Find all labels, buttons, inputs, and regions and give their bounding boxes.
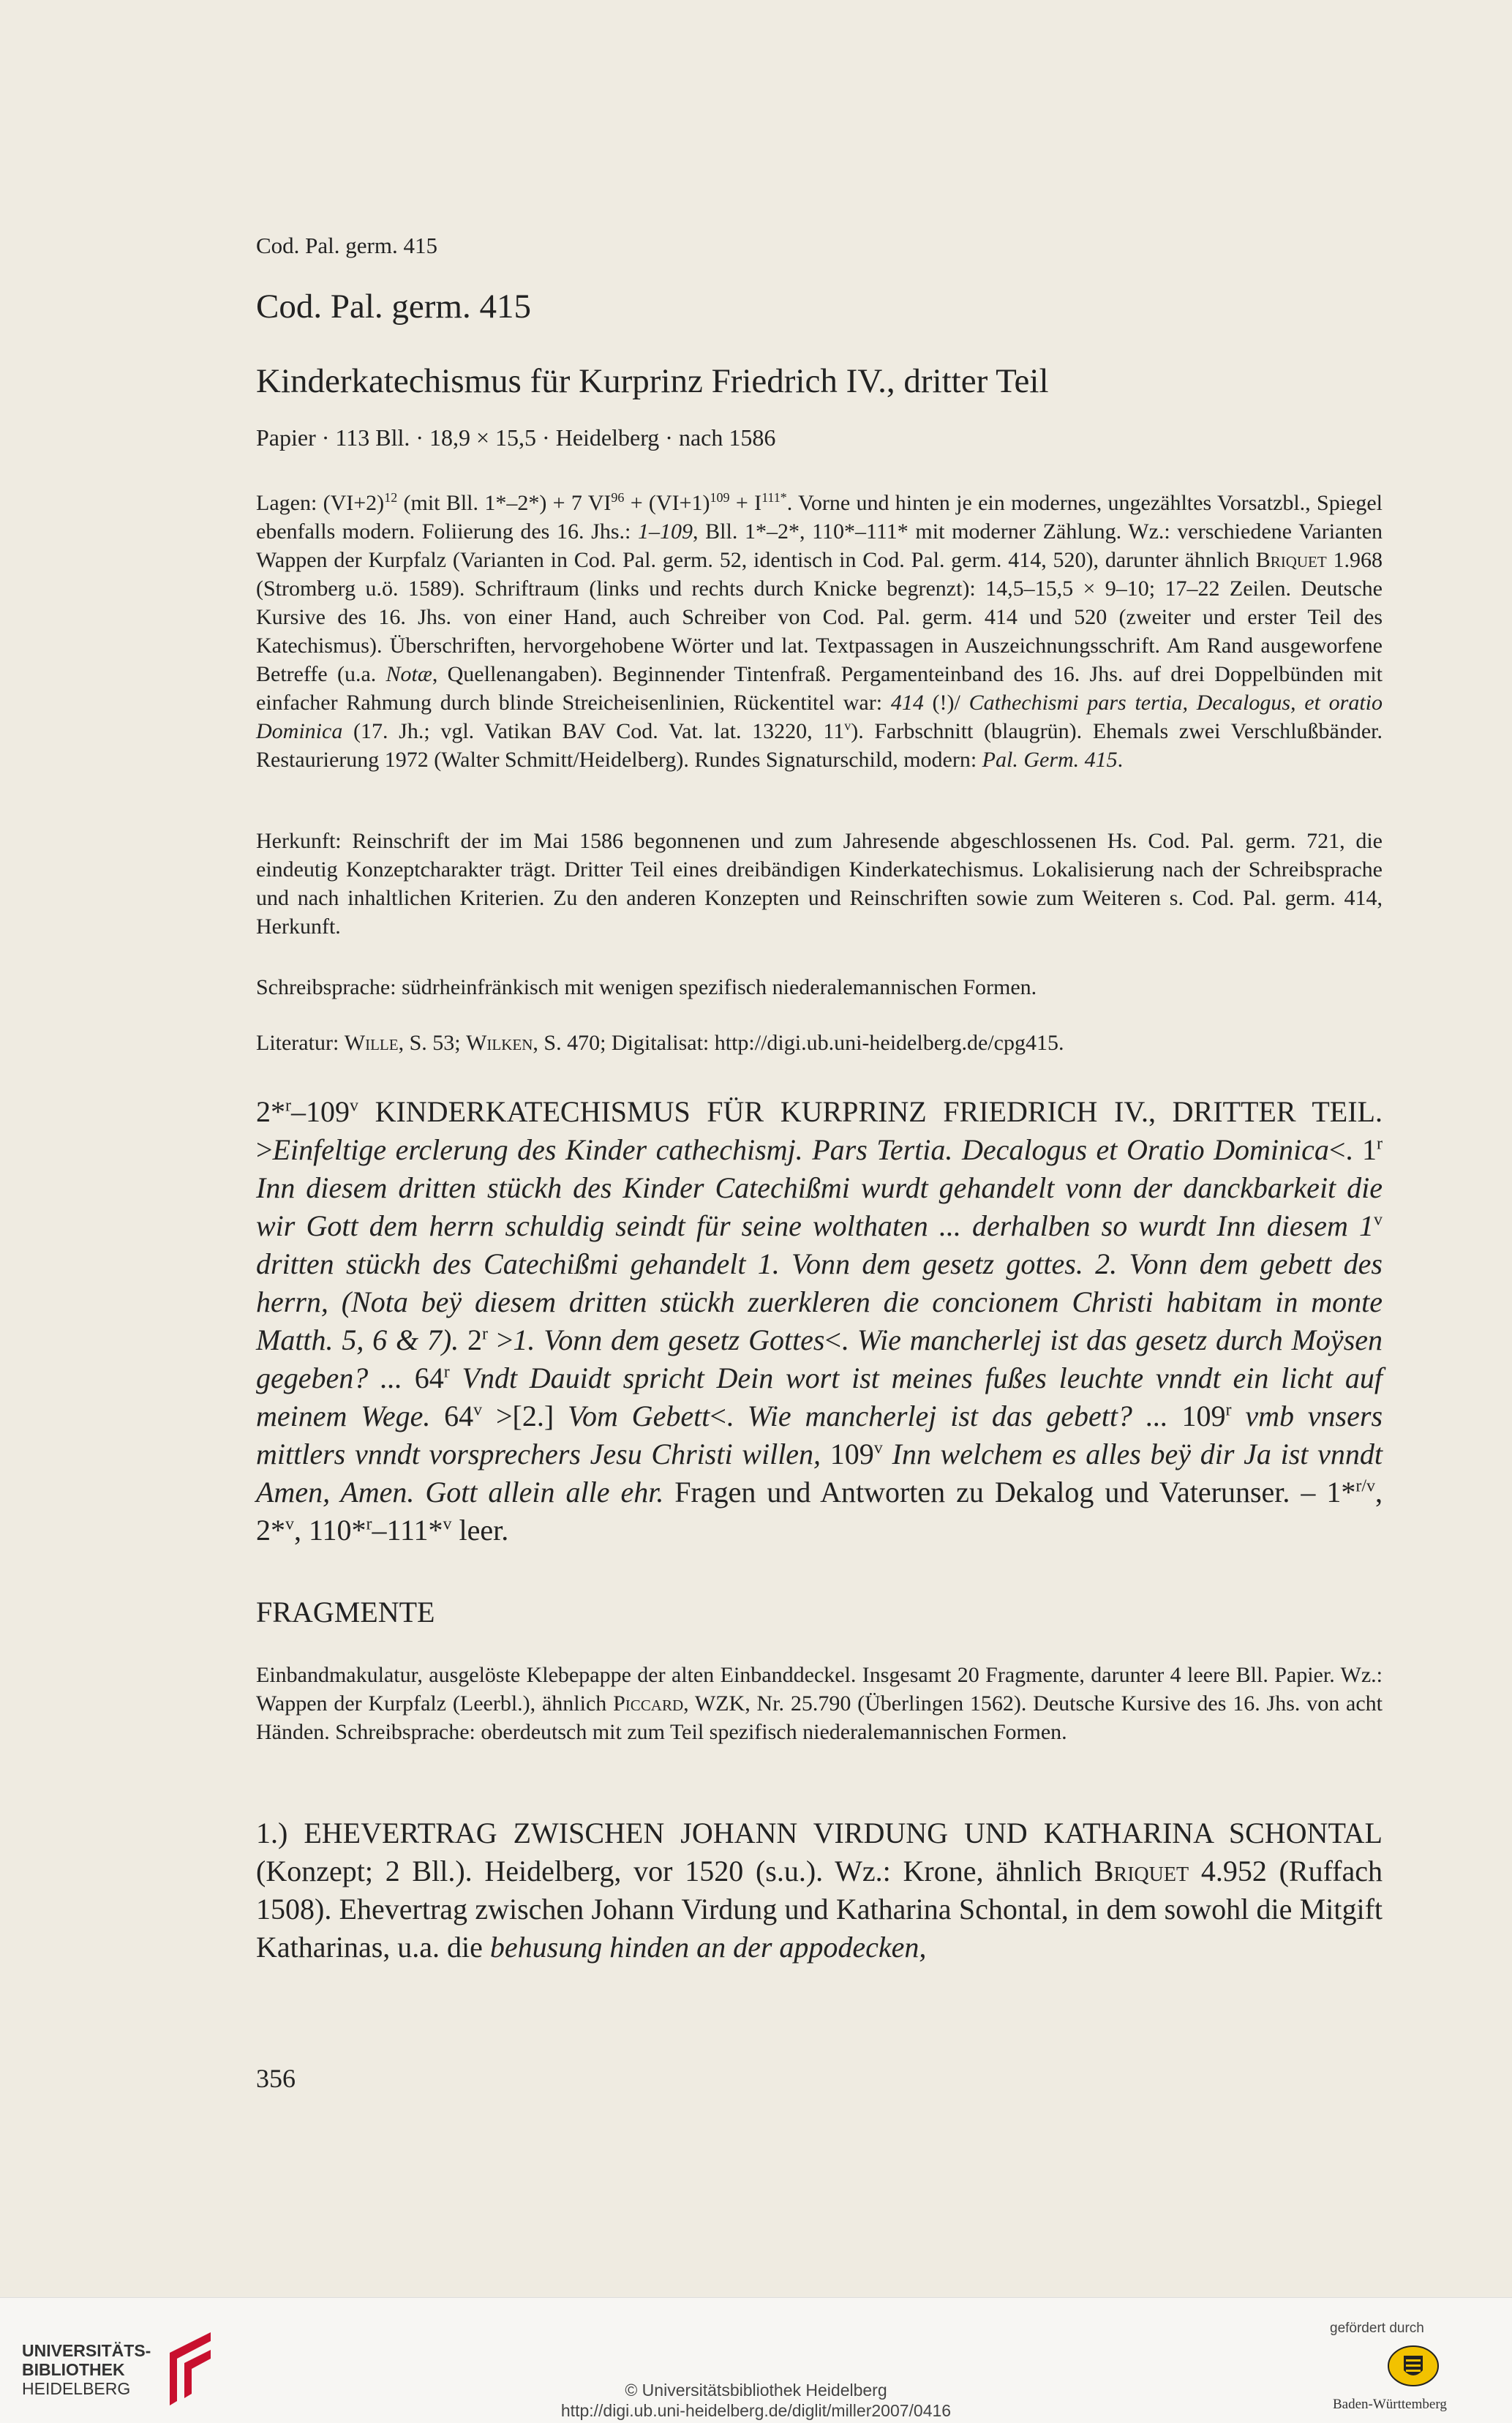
manuscript-title: Kinderkatechismus für Kurprinz Friedrich IV., dritter Teil: [256, 362, 1049, 400]
lagen-paragraph: Lagen: $(VI+2)^{12}$ (mit Bll. 1*–2*) + 7 $VI^{96} + (VI+1)^{109} + I^{111*}$. Vorne und hinten je ein modernes, ungezähltes Vorsatzbl., Spiegel ebenfalls modern. Foliierung des 16. Jhs.: 1–109, Bll. 1*–2*, 110*–111* mit moderner Zählung. Wz.: verschiedene Varianten Wappen der Kurpfalz (Varianten in Cod. Pal. germ. 52, identisch in Cod. Pal. germ. 414, 520), darunter ähnlich Briquet 1.968 (Stromberg u.ö. 1589). Schriftraum (links und rechts durch Knicke begrenzt): 14,5–15,5 × 9–10; 17–22 Zeilen. Deutsche Kursive des 16. Jhs. von einer Hand, auch Schreiber von Cod. Pal. germ. 414 und 520 (zweiter und erster Teil des Katechismus). Überschriften, hervorgehobene Wörter und lat. Textpassagen in Auszeichnungsschrift. Am Rand ausgeworfene Betreffe (u.a. Notæ, Quellenangaben). Beginnender Tintenfraß. Pergamenteinband des 16. Jhs. auf drei Doppelbünden mit einfacher Rahmung durch blinde Streicheisenlinien, Rückentitel war: 414 (!)/ Cathechismi pars tertia, Decalogus, et oratio Dominica (17. Jh.; vgl. Vatikan BAV Cod. Vat. lat. 13220, 11$^v$). Farbschnitt (blaugrün). Ehemals zwei Verschlußbänder. Restaurierung 1972 (Walter Schmitt/Heidelberg). Rundes Signaturschild, modern: Pal. Germ. 415.: [256, 490, 1383, 772]
shelfmark-heading: Cod. Pal. germ. 415: [256, 288, 531, 326]
library-line-2: BIBLIOTHEK: [22, 2360, 125, 2379]
permalink-url[interactable]: http://digi.ub.uni-heidelberg.de/diglit/miller2007/0416: [560, 2401, 952, 2420]
funded-by-label: gefördert durch: [1330, 2321, 1424, 2336]
funder-name: Baden-Württemberg: [1333, 2397, 1447, 2412]
content-entry-ehevertrag: 1.) EHEVERTRAG ZWISCHEN JOHANN VIRDUNG UND KATHARINA SCHONTAL (Konzept; 2 Bll.). Heidelberg, vor 1520 (s.u.). Wz.: Krone, ähnlich Briquet 4.952 (Ruffach 1508). Ehevertrag zwischen Johann Virdung und Katharina Schontal, in dem sowohl die Mitgift Katharinas, u.a. die behusung hinden an der appodecken,: [256, 1817, 1383, 1964]
library-line-1: UNIVERSITÄTS-: [22, 2341, 151, 2360]
literatur-paragraph: Literatur: Wille, S. 53; Wilken, S. 470; Digitalisat: http://digi.ub.uni-heidelberg.de/cpg415.: [256, 1031, 1064, 1055]
library-line-3: HEIDELBERG: [22, 2379, 131, 2398]
section-heading-fragmente: FRAGMENTE: [256, 1596, 435, 1629]
schreibsprache-paragraph: Schreibsprache: südrheinfränkisch mit wenigen spezifisch niederalemannischen Formen.: [256, 975, 1037, 999]
fragmente-paragraph: Einbandmakulatur, ausgelöste Klebepappe der alten Einbanddeckel. Insgesamt 20 Fragmente, darunter 4 leere Bll. Papier. Wz.: Wappen der Kurpfalz (Leerbl.), ähnlich Piccard, WZK, Nr. 25.790 (Überlingen 1562). Deutsche Kursive des 16. Jhs. von acht Händen. Schreibsprache: oberdeutsch mit zum Teil spezifisch niederalemannischen Formen.: [256, 1663, 1383, 1744]
physical-summary: Papier · 113 Bll. · 18,9 × 15,5 · Heidelberg · nach 1586: [256, 424, 776, 451]
running-head: Cod. Pal. germ. 415: [256, 233, 437, 258]
page-number: 356: [256, 2064, 296, 2093]
copyright-notice: © Universitätsbibliothek Heidelberg: [625, 2381, 887, 2400]
baden-wuerttemberg-crest-icon[interactable]: [1386, 2344, 1440, 2388]
herkunft-paragraph: Herkunft: Reinschrift der im Mai 1586 begonnenen und zum Jahresende abgeschlossenen Hs. Cod. Pal. germ. 721, die eindeutig Konzeptcharakter trägt. Dritter Teil eines dreibändigen Kinderkatechismus. Lokalisierung nach der Schreibsprache und nach inhaltlichen Kriterien. Zu den anderen Konzepten und Reinschriften sowie zum Weiteren s. Cod. Pal. germ. 414, Herkunft.: [256, 829, 1383, 939]
content-entry-katechismus: 2*$^r$–109$^v$ KINDERKATECHISMUS FÜR KURPRINZ FRIEDRICH IV., DRITTER TEIL. >Einfeltige erclerung des Kinder cathechismj. Pars Tertia. Decalogus et Oratio Dominica<. 1$^r$ Inn diesem dritten stückh des Kinder Catechißmi wurdt gehandelt vonn der danckbarkeit die wir Gott dem herrn schuldig seindt für seine wolthaten ... derhalben so wurdt Inn diesem 1$^v$ dritten stückh des Catechißmi gehandelt 1. Vonn dem gesetz gottes. 2. Vonn dem gebett des herrn, (Nota beÿ diesem dritten stückh zuerkleren die concionem Christi habitam in monte Matth. 5, 6 & 7). $2^r >1$. Vonn dem gesetz Gottes<. Wie mancherlej ist das gesetz durch Moÿsen gegeben? ... 64$^r$ Vndt Dauidt spricht Dein wort ist meines fußes leuchte vnndt ein licht auf meinem Wege. $64^v >[2.]$ Vom Gebett<. Wie mancherlej ist das gebett? ... 109$^r$ vmb vnsers mittlers vnndt vorsprechers Jesu Christi willen, 109$^v$ Inn welchem es alles beÿ dir Ja ist vnndt Amen, Amen. Gott allein alle ehr. Fragen und Antworten zu Dekalog und Vaterunser. – 1*$^{r/v}$, 2*$^v$, 110*$^r$–111*$^v$ leer.: [256, 1095, 1383, 1547]
